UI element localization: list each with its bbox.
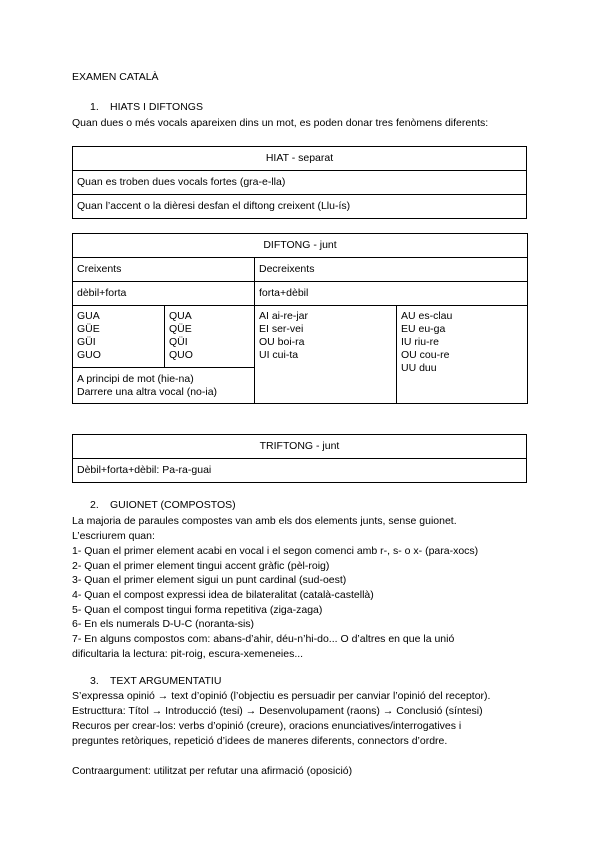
table-row <box>73 306 528 368</box>
section-2-line: 1- Quan el primer element acabi en vocal i el segon comenci amb r-, s- o x- (para-xocs) <box>72 545 479 557</box>
diftong-item: AI ai-re-jar <box>259 310 309 322</box>
section-2-title: GUIONET (COMPOSTOS) <box>110 499 236 511</box>
section-1-heading <box>90 100 203 114</box>
diftong-note: Darrere una altra vocal (no-ia) <box>77 385 218 398</box>
section-2-heading <box>90 498 236 512</box>
section-3-line: Recuros per crear-los: verbs d’opinió (creure), oracions enunciatives/interrogatives i <box>72 720 462 732</box>
table-row <box>73 195 527 219</box>
section-2-line: L’escriurem quan: <box>72 530 155 542</box>
diftong-header: DIFTONG - junt <box>73 234 528 258</box>
section-2-line: 5- Quan el compost tingui forma repetitiva (ziga-zaga) <box>72 604 323 616</box>
triftong-row: Dèbil+forta+dèbil: Pa-ra-guai <box>73 459 527 483</box>
diftong-item: GUA <box>77 310 100 322</box>
diftong-item: QÜI <box>169 336 188 348</box>
table-row <box>73 258 528 282</box>
table-row <box>73 171 527 195</box>
diftong-item: EU eu-ga <box>401 323 446 335</box>
decreixents-formula: forta+dèbil <box>255 282 528 306</box>
section-3-line: S’expressa opinió → text d’opinió (l’objectiu es persuadir per canviar l’opinió del receptor). <box>72 690 491 702</box>
section-2-line: 6- En els numerals D-U-C (noranta-sis) <box>72 618 255 630</box>
section-2-line: 7- En alguns compostos com: abans-d’ahir, déu-n’hi-do... O d’altres en que la unió <box>72 633 455 645</box>
table-row <box>73 459 527 483</box>
decreixents-col1-cell <box>255 306 397 404</box>
diftong-table <box>72 233 528 404</box>
diftong-item: UI cui-ta <box>259 349 299 361</box>
hiat-header-row <box>73 147 527 171</box>
hiat-row-2: Quan l’accent o la dièresi desfan el diftong creixent (Llu-ís) <box>73 195 527 219</box>
decreixents-label: Decreixents <box>255 258 528 282</box>
diftong-item: UU duu <box>401 362 437 374</box>
diftong-item: QUO <box>169 349 193 361</box>
creixents-formula: dèbil+forta <box>73 282 255 306</box>
diftong-header-row <box>73 234 528 258</box>
diftong-item: GÜI <box>77 336 96 348</box>
diftong-item: QUA <box>169 310 192 322</box>
section-2-line: La majoria de paraules compostes van amb els dos elements junts, sense guionet. <box>72 515 457 527</box>
section-3-line: preguntes retòriques, repetició d’idees de maneres diferents, connectors d’ordre. <box>72 735 448 747</box>
table-row <box>73 282 528 306</box>
creixents-qu-cell <box>165 306 255 368</box>
creixents-gu-cell <box>73 306 165 368</box>
contraargument-line: Contraargument: utilitzat per refutar una afirmació (oposició) <box>72 765 353 777</box>
diftong-item: IU riu-re <box>401 336 439 348</box>
creixents-label: Creixents <box>73 258 255 282</box>
hiat-table <box>72 146 527 219</box>
section-3-line: Estructtura: Títol → Introducció (tesi) → Desenvolupament (raons) → Conclusió (síntesi) <box>72 705 483 717</box>
section-2-number: 2. <box>90 499 99 511</box>
triftong-header-row <box>73 435 527 459</box>
diftong-item: GÜE <box>77 323 100 335</box>
section-1-intro: Quan dues o més vocals apareixen dins un mot, es poden donar tres fenòmens diferents: <box>72 117 489 129</box>
triftong-header: TRIFTONG - junt <box>73 435 527 459</box>
diftong-item: EI ser-vei <box>259 323 304 335</box>
diftong-notes-cell <box>73 368 255 404</box>
triftong-table <box>72 434 527 483</box>
document-title: EXAMEN CATALÀ <box>72 71 159 83</box>
section-1-title: HIATS I DIFTONGS <box>110 101 203 113</box>
section-1-number: 1. <box>90 101 99 113</box>
diftong-item: AU es-clau <box>401 310 453 322</box>
hiat-row-1: Quan es troben dues vocals fortes (gra-e-lla) <box>73 171 527 195</box>
diftong-item: GUO <box>77 349 101 361</box>
diftong-item: OU boi-ra <box>259 336 305 348</box>
decreixents-col2-cell <box>397 306 528 404</box>
section-3-number: 3. <box>90 675 99 687</box>
section-3-title: TEXT ARGUMENTATIU <box>110 675 222 687</box>
diftong-note: A principi de mot (hie-na) <box>77 372 194 385</box>
diftong-item: QÜE <box>169 323 192 335</box>
section-2-line: 2- Quan el primer element tingui accent gràfic (pèl-roig) <box>72 560 330 572</box>
section-3-heading <box>90 674 221 688</box>
hiat-header: HIAT - separat <box>73 147 527 171</box>
diftong-item: OU cou-re <box>401 349 450 361</box>
section-2-line: 4- Quan el compost expressi idea de bilateralitat (català-castellà) <box>72 589 374 601</box>
section-2-line: 3- Quan el primer element sigui un punt cardinal (sud-oest) <box>72 574 347 586</box>
section-2-line: dificultaria la lectura: pit-roig, escura-xemeneies... <box>72 648 304 660</box>
